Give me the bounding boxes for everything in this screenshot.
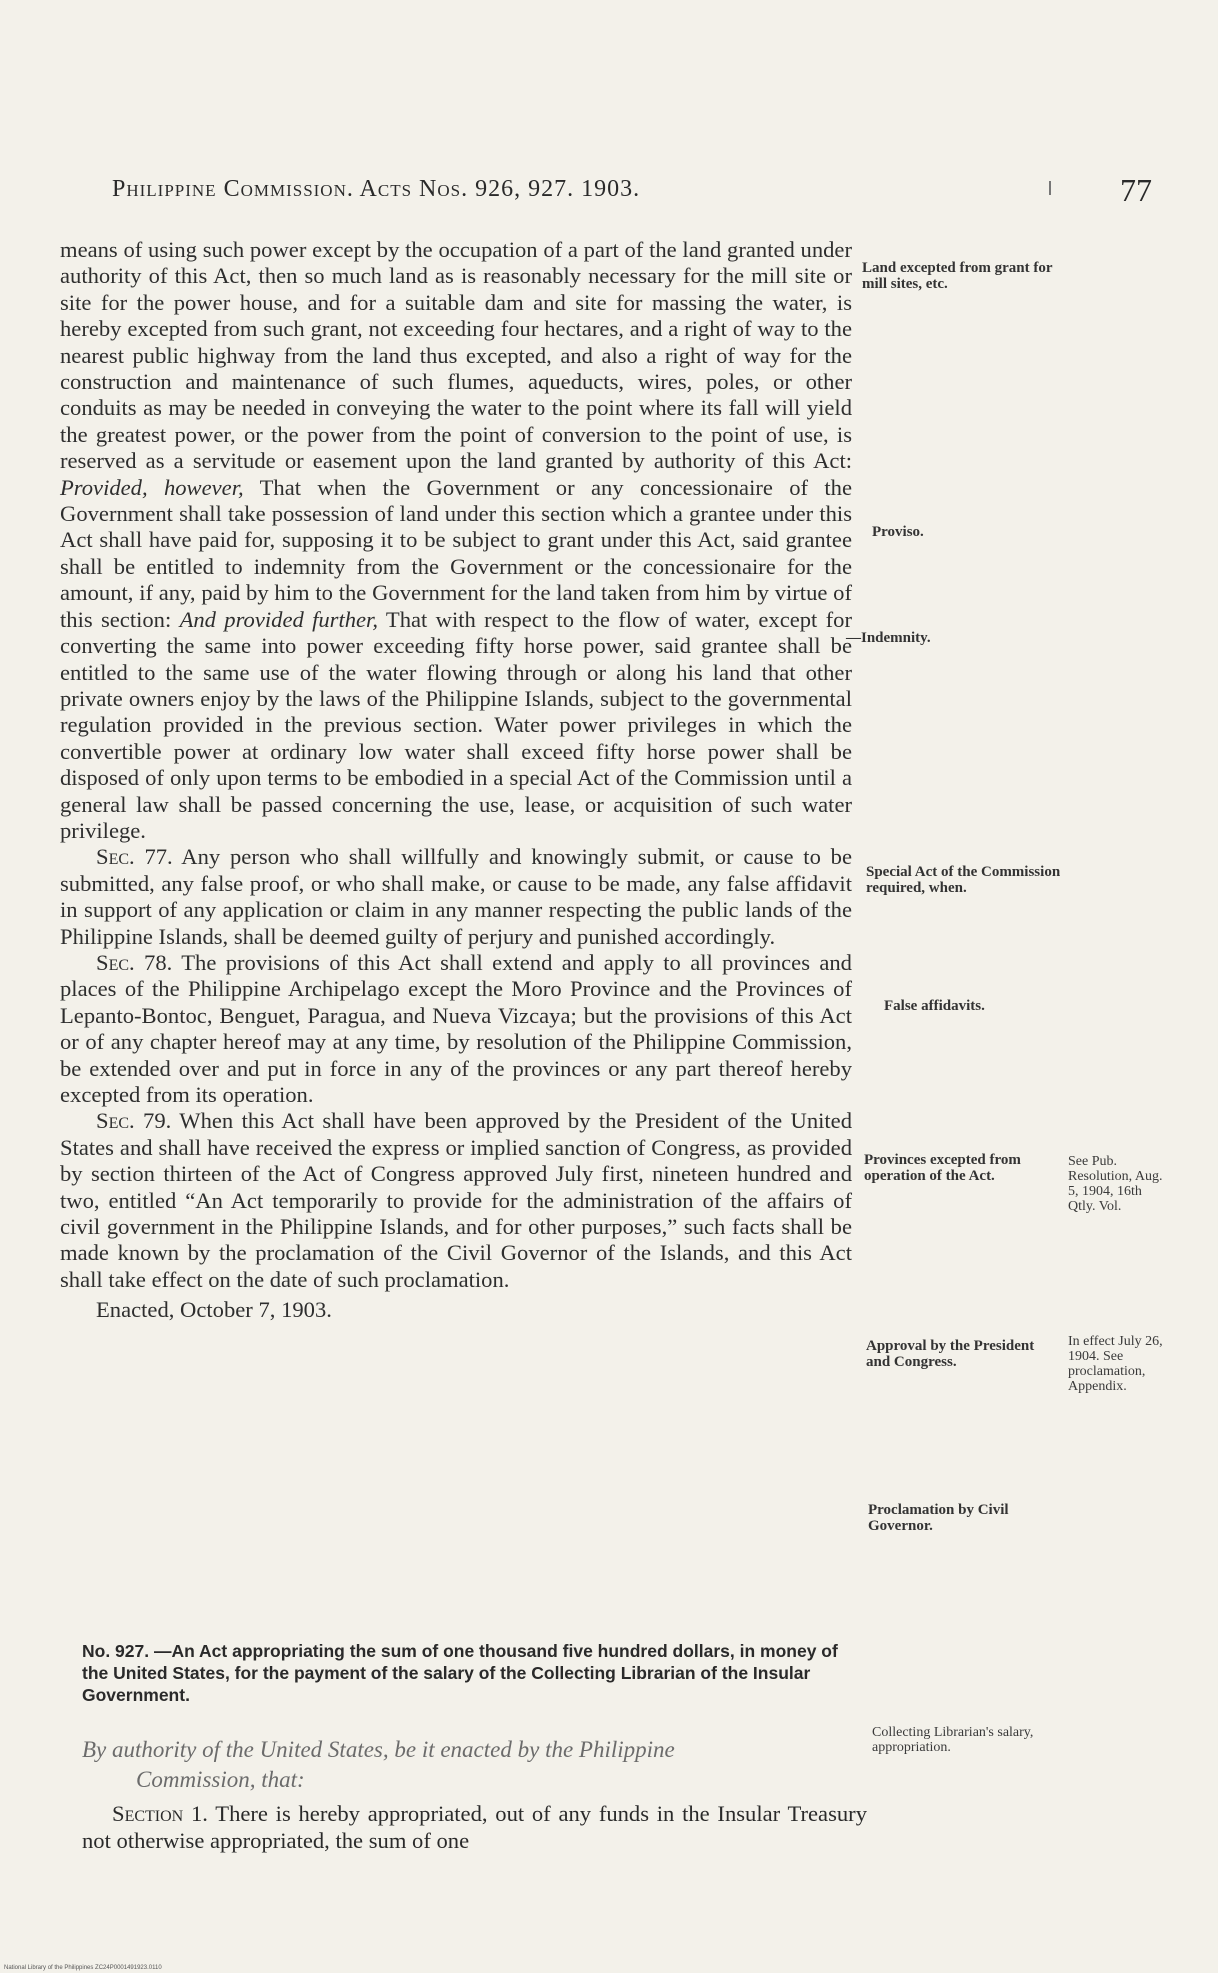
text-after-proviso-2: That with respect to the flow of water, except for converting the same into power exceeding fifty horse power, said grantee shall be entitled to the same use of the water flowing through or along his land that other private owners enjoy by the laws of the Philippine Islands, subject to the governmental regulation provided in the previous section. Water power privileges in which the convertible power at ordinary low water shall exceed fifty horse power shall be disposed of only upon terms to be embodied in a special Act of the Commission until a general law shall be passed concerning the use, lease, or acquisition of such water privilege. <box>60 606 852 843</box>
margin-note-provinces-excepted: Provinces excepted from operation of the Act. <box>864 1152 1021 1184</box>
sec77-text: Any person who shall willfully and knowingly submit, or cause to be submitted, any false proof, or who shall make, or cause to be made, any false affidavit in support of any application or claim in any manner respecting the public lands of the Philippine Islands, shall be deemed guilty of perjury and punished accordingly. <box>60 844 852 949</box>
margin-note-indemnity: —Indemnity. <box>846 630 931 646</box>
text-after-proviso-1: That when the Government or any concessionaire of the Government shall take possession of land under this section which a grantee under this Act shall have paid for, supposing it to be subject to grant under this Act, said grantee shall be entitled to indemnity from the Government or the concessionaire for the amount, if any, paid by him to the Government for the land taken from him by virtue of this section: <box>60 474 852 632</box>
proviso-emphasis-1: Provided, however, <box>60 474 244 500</box>
margin-note-false-affidavits: False affidavits. <box>884 998 985 1014</box>
margin-note-special-act: Special Act of the Commission required, when. <box>866 864 1061 896</box>
paragraph-sec79 <box>60 1108 852 1293</box>
margin-note-approval: Approval by the President and Congress. <box>866 1338 1035 1370</box>
main-text-block <box>60 237 852 1324</box>
enacting-clause <box>82 1735 862 1795</box>
sec78-text: The provisions of this Act shall extend and apply to all provinces and places of the Philippine Archipelago except the Moro Province and the Provinces of Lepanto-Bontoc, Benguet, Paragua, and Nueva Vizcaya; but the provisions of this Act or of any chapter hereof may at any time, by resolution of the Philippine Commission, be extended over and put in force in any of the provinces or any part thereof hereby excepted from its operation. <box>60 949 852 1107</box>
act-927-title: —An Act appropriating the sum of one thousand five hundred dollars, in money of the United States, for the payment of the salary of the Collecting Librarian of the Insular Government. <box>82 1641 838 1705</box>
enacting-line-2: Commission, that: <box>136 1767 305 1792</box>
act-927-heading <box>82 1640 862 1706</box>
ref-note-see-pub: See Pub. Resolution, Aug. 5, 1904, 16th Qtly. Vol. <box>1068 1154 1163 1214</box>
proviso-emphasis-2: And provided further, <box>179 606 378 632</box>
section1-text: There is hereby appropriated, out of any funds in the Insular Treasury not otherwise appropriated, the sum of one <box>82 1801 867 1853</box>
section1-label: Section 1. <box>112 1801 208 1826</box>
text-continuation: means of using such power except by the occupation of a part of the land granted under authority of this Act, then so much land as is reasonably necessary for the mill site or site for the power house, and for a suitable dam and site for massing the water, is hereby excepted from such grant, not exceeding four hectares, and a right of way to the nearest public highway from the land thus excepted, and also a right of way for the construction and maintenance of such flumes, aqueducts, wires, poles, or other conduits as may be needed in conveying the water to the point where its fall will yield the greatest power, or the power from the point of conversion to the point of use, is reserved as a servitude or easement upon the land granted by authority of this Act: <box>60 237 852 474</box>
enacted-line: Enacted, October 7, 1903. <box>96 1297 332 1323</box>
ref-note-in-effect: In effect July 26, 1904. See proclamation, Appendix. <box>1068 1334 1163 1394</box>
margin-note-proclamation: Proclamation by Civil Governor. <box>868 1502 1009 1534</box>
sec79-text: When this Act shall have been approved by the President of the United States and shall have received the express or implied sanction of Congress, as provided by section thirteen of the Act of Congress approved July first, nineteen hundred and two, entitled “An Act temporarily to provide for the administration of the affairs of civil government in the Philippine Islands, and for other purposes,” such facts shall be made known by the proclamation of the Civil Governor of the Islands, and this Act shall take effect on the date of such proclamation. <box>60 1108 852 1292</box>
running-head: Philippine Commission. Acts Nos. 926, 927. 1903. <box>112 176 641 202</box>
sec79-label: Sec. 79. <box>96 1108 172 1134</box>
sec78-label: Sec. 78. <box>96 949 173 975</box>
enacting-line-1: By authority of the United States, be it enacted by the Philippine <box>82 1737 675 1762</box>
act-927-section-1 <box>82 1800 867 1854</box>
act-927-number: No. 927. <box>82 1641 150 1661</box>
margin-note-land-excepted: Land excepted from grant for mill sites, etc. <box>862 260 1053 292</box>
margin-note-collecting-librarian: Collecting Librarian's salary, appropriation. <box>872 1725 1034 1755</box>
paragraph-sec78 <box>60 950 852 1108</box>
paragraph-sec77 <box>60 844 852 950</box>
margin-mark <box>1049 181 1051 195</box>
margin-note-proviso: Proviso. <box>872 524 924 540</box>
paragraph-sec76-continuation <box>60 237 852 844</box>
sec77-label: Sec. 77. <box>96 844 173 870</box>
page-number: 77 <box>1120 172 1152 208</box>
scan-credit: National Library of the Philippines ZC24P0001491923.0110 <box>4 1965 162 1971</box>
page-header <box>112 172 1152 216</box>
